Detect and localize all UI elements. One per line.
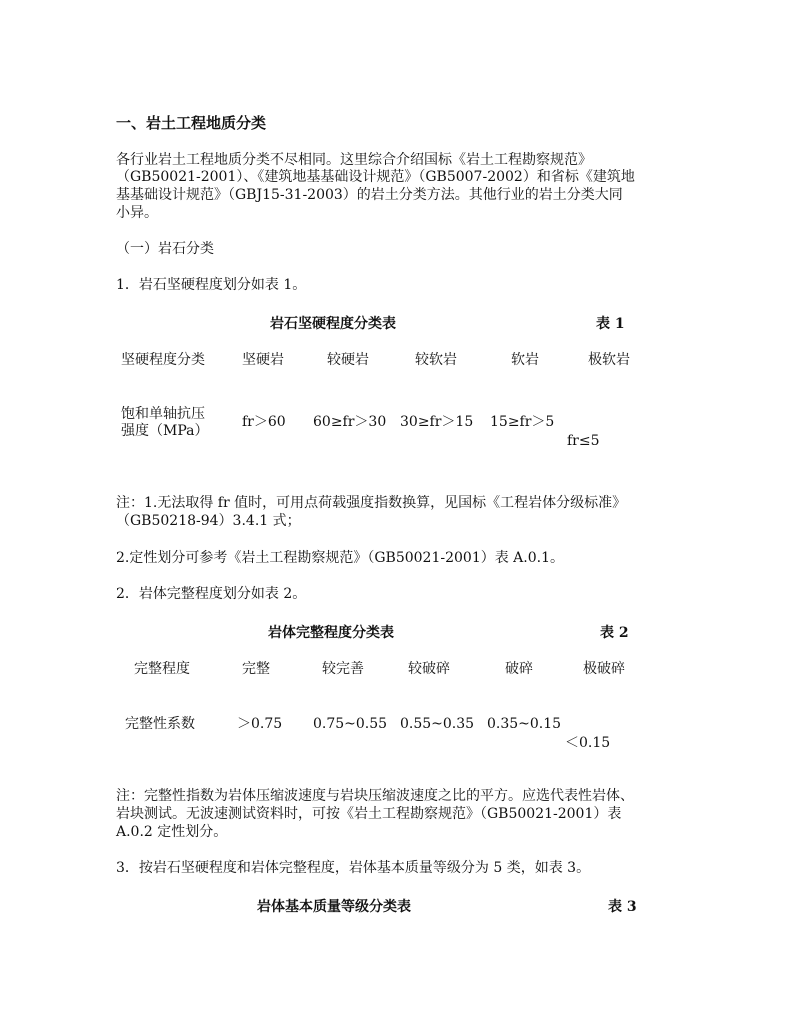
table-1-header-cell: 坚硬岩 bbox=[242, 352, 284, 368]
item-2: 2．岩体完整程度划分如表 2。 bbox=[116, 586, 307, 602]
table-1-header-cell: 较硬岩 bbox=[327, 352, 369, 368]
table-2-header-cell: 破碎 bbox=[505, 661, 533, 677]
intro-line-4: 小异。 bbox=[116, 205, 158, 221]
table-2-header-cell: 较破碎 bbox=[408, 661, 450, 677]
table-1-header-cell: 坚硬程度分类 bbox=[121, 352, 205, 368]
section-title: 一、岩土工程地质分类 bbox=[116, 114, 267, 132]
table-2-value-cell: 0.75~0.55 bbox=[313, 716, 388, 732]
table-1-row-label: 饱和单轴抗压 bbox=[121, 406, 205, 422]
table-1-number: 表 1 bbox=[596, 316, 625, 332]
table-2-header-cell: 完整 bbox=[242, 661, 270, 677]
table-1-value-cell: 15≥fr＞5 bbox=[490, 414, 555, 430]
table-2-value-cell: 0.35~0.15 bbox=[487, 716, 562, 732]
table-1-value-cell: fr＞60 bbox=[242, 414, 286, 430]
table-1-title: 岩石坚硬程度分类表 bbox=[270, 316, 396, 332]
item-3: 3．按岩石坚硬程度和岩体完整程度，岩体基本质量等级分为 5 类，如表 3。 bbox=[116, 860, 591, 876]
table-1-row-label: 强度（MPa） bbox=[121, 423, 209, 439]
note-1-line-2: （GB50218-94）3.4.1 式； bbox=[116, 513, 301, 529]
table-2-row-label: 完整性系数 bbox=[125, 716, 195, 732]
note-2: 2.定性划分可参考《岩土工程勘察规范》（GB50021-2001）表 A.0.1。 bbox=[116, 550, 564, 566]
table-1-header-cell: 极软岩 bbox=[588, 352, 630, 368]
note-3-line-3: A.0.2 定性划分。 bbox=[116, 824, 228, 840]
table-2-value-cell: ＞0.75 bbox=[237, 716, 283, 732]
table-1-value-cell: 30≥fr＞15 bbox=[400, 414, 474, 430]
table-2-title: 岩体完整程度分类表 bbox=[268, 625, 394, 641]
note-1-line-1: 注：1.无法取得 fr 值时，可用点荷载强度指数换算，见国标《工程岩体分级标准》 bbox=[116, 495, 627, 511]
table-2-header-cell: 完整程度 bbox=[134, 661, 190, 677]
table-1-value-cell: 60≥fr＞30 bbox=[313, 414, 387, 430]
table-3-number: 表 3 bbox=[608, 899, 637, 915]
table-2-header-cell: 较完善 bbox=[322, 661, 364, 677]
intro-line-1: 各行业岩土工程地质分类不尽相同。这里综合介绍国标《岩土工程勘察规范》 bbox=[116, 152, 592, 168]
intro-line-3: 基基础设计规范》（GBJ15-31-2003）的岩土分类方法。其他行业的岩土分类大同 bbox=[116, 187, 623, 203]
note-3-line-1: 注：完整性指数为岩体压缩波速度与岩块压缩波速度之比的平方。应选代表性岩体、 bbox=[116, 788, 634, 804]
subsection-title: （一）岩石分类 bbox=[116, 241, 214, 257]
table-3-title: 岩体基本质量等级分类表 bbox=[257, 899, 411, 915]
table-2-header-cell: 极破碎 bbox=[583, 661, 625, 677]
intro-line-2: （GB50021-2001）、《建筑地基基础设计规范》（GB5007-2002）和省标《建筑地 bbox=[116, 169, 635, 185]
table-2-value-cell: 0.55~0.35 bbox=[400, 716, 475, 732]
table-2-number: 表 2 bbox=[600, 625, 629, 641]
table-2-value-cell: ＜0.15 bbox=[565, 735, 611, 751]
table-1-header-cell: 软岩 bbox=[511, 352, 539, 368]
table-1-header-cell: 较软岩 bbox=[415, 352, 457, 368]
table-1-value-cell: fr≤5 bbox=[567, 433, 600, 449]
note-3-line-2: 岩块测试。无波速测试资料时，可按《岩土工程勘察规范》（GB50021-2001）表 bbox=[116, 806, 622, 822]
item-1: 1．岩石坚硬程度划分如表 1。 bbox=[116, 277, 307, 293]
